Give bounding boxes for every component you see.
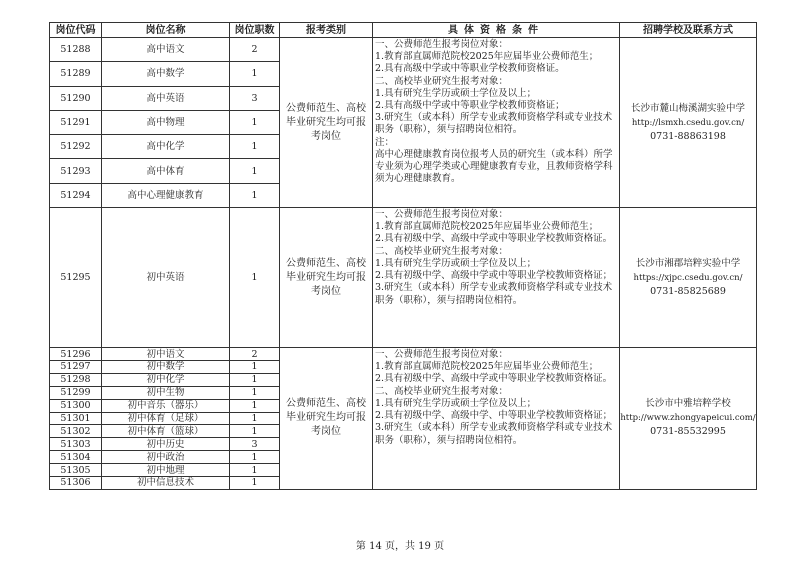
position-name: 高中心理健康教育 bbox=[102, 183, 230, 207]
position-name: 初中地理 bbox=[102, 464, 230, 477]
condition-line: 1.具有研究生学历或硕士学位及以上； bbox=[375, 257, 537, 269]
position-code: 51295 bbox=[50, 208, 102, 348]
condition-line: 3.研究生（或本科）所学专业或教师资格学科或专业技术职务（职称），须与招聘岗位相符。 bbox=[375, 422, 613, 446]
position-code: 51303 bbox=[50, 438, 102, 451]
position-name: 高中体育 bbox=[102, 159, 230, 183]
header-category: 报考类别 bbox=[280, 23, 373, 38]
condition-line: 2.具有初级中学、高级中学或中等职业学校教师资格证。 bbox=[375, 233, 613, 245]
position-name: 高中语文 bbox=[102, 38, 230, 62]
position-count: 1 bbox=[230, 464, 280, 477]
qualification-conditions bbox=[373, 38, 620, 208]
school-name: 长沙市湘郡培粹实验中学 bbox=[635, 257, 741, 269]
condition-line: 1.具有研究生学历或硕士学位及以上； bbox=[375, 397, 537, 409]
position-code: 51288 bbox=[50, 38, 102, 62]
position-code: 51293 bbox=[50, 159, 102, 183]
header-code: 岗位代码 bbox=[50, 23, 102, 38]
table-row bbox=[50, 348, 757, 361]
position-name: 初中生物 bbox=[102, 386, 230, 399]
position-name: 初中英语 bbox=[102, 208, 230, 348]
position-name: 初中政治 bbox=[102, 451, 230, 464]
condition-line: 3.研究生（或本科）所学专业或教师资格学科或专业技术职务（职称），须与招聘岗位相符。 bbox=[375, 112, 613, 136]
position-code: 51297 bbox=[50, 360, 102, 373]
school-phone: 0731-85825689 bbox=[650, 285, 726, 297]
table-body bbox=[50, 38, 757, 490]
position-code: 51304 bbox=[50, 451, 102, 464]
condition-line: 2.具有初级中学、高级中学、中等职业学校教师资格证； bbox=[375, 410, 613, 422]
position-count: 1 bbox=[230, 183, 280, 207]
position-code: 51299 bbox=[50, 386, 102, 399]
position-code: 51296 bbox=[50, 348, 102, 361]
position-count: 3 bbox=[230, 438, 280, 451]
school-phone: 0731-85532995 bbox=[650, 426, 726, 438]
position-code: 51301 bbox=[50, 412, 102, 425]
position-name: 初中音乐（器乐） bbox=[102, 399, 230, 412]
position-name: 高中物理 bbox=[102, 110, 230, 134]
position-count: 1 bbox=[230, 62, 280, 86]
position-code: 51300 bbox=[50, 399, 102, 412]
position-code: 51291 bbox=[50, 110, 102, 134]
school-contact bbox=[620, 348, 757, 490]
position-count: 1 bbox=[230, 135, 280, 159]
header-name: 岗位名称 bbox=[102, 23, 230, 38]
school-contact bbox=[620, 208, 757, 348]
position-count: 1 bbox=[230, 425, 280, 438]
header-conditions: 具体资格条件 bbox=[373, 23, 620, 38]
condition-line: 一、公费师范生报考岗位对象： bbox=[375, 209, 509, 221]
table-row bbox=[50, 208, 757, 348]
condition-line: 一、公费师范生报考岗位对象： bbox=[375, 39, 509, 50]
position-name: 高中数学 bbox=[102, 62, 230, 86]
condition-line: 高中心理健康教育岗位报考人员的研究生（或本科）所学专业须为心理学类或心理健康教育专业，且教师资格学科须为心理健康教育。 bbox=[375, 148, 613, 185]
qualification-conditions bbox=[373, 348, 620, 490]
condition-line: 二、高校毕业研究生报考对象： bbox=[375, 75, 509, 87]
position-name: 初中体育（足球） bbox=[102, 412, 230, 425]
recruitment-table bbox=[49, 22, 757, 490]
position-code: 51292 bbox=[50, 135, 102, 159]
header-count: 岗位职数 bbox=[230, 23, 280, 38]
position-name: 高中化学 bbox=[102, 135, 230, 159]
school-name: 长沙市麓山梅溪湖实验中学 bbox=[630, 102, 745, 114]
position-name: 初中化学 bbox=[102, 373, 230, 386]
condition-line: 1.教育部直属师范院校2025年应届毕业公费师范生； bbox=[375, 361, 599, 373]
position-code: 51290 bbox=[50, 86, 102, 110]
position-count: 1 bbox=[230, 360, 280, 373]
table-row bbox=[50, 38, 757, 62]
table-header-row bbox=[50, 23, 757, 38]
condition-line: 1.具有研究生学历或硕士学位及以上； bbox=[375, 87, 537, 99]
condition-line: 1.教育部直属师范院校2025年应届毕业公费师范生； bbox=[375, 51, 599, 63]
position-name: 初中信息技术 bbox=[102, 476, 230, 489]
page-footer: 第 14 页，共 19 页 bbox=[355, 541, 445, 552]
position-count: 1 bbox=[230, 373, 280, 386]
position-count: 1 bbox=[230, 451, 280, 464]
position-count: 1 bbox=[230, 412, 280, 425]
position-name: 初中语文 bbox=[102, 348, 230, 361]
qualification-conditions bbox=[373, 208, 620, 348]
position-name: 高中英语 bbox=[102, 86, 230, 110]
position-code: 51289 bbox=[50, 62, 102, 86]
condition-line: 二、高校毕业研究生报考对象： bbox=[375, 385, 509, 397]
condition-line: 注： bbox=[375, 136, 395, 148]
position-code: 51294 bbox=[50, 183, 102, 207]
header-school: 招聘学校及联系方式 bbox=[620, 23, 757, 38]
condition-line: 二、高校毕业研究生报考对象： bbox=[375, 245, 509, 257]
condition-line: 2.具有初级中学、高级中学或中等职业学校教师资格证。 bbox=[375, 373, 613, 385]
school-phone: 0731-88863198 bbox=[650, 130, 726, 142]
position-count: 3 bbox=[230, 86, 280, 110]
condition-line: 一、公费师范生报考岗位对象： bbox=[375, 349, 509, 361]
position-count: 1 bbox=[230, 386, 280, 399]
position-count: 1 bbox=[230, 476, 280, 489]
condition-line: 2.具有初级中学、高级中学或中等职业学校教师资格证； bbox=[375, 270, 613, 282]
condition-line: 1.教育部直属师范院校2025年应届毕业公费师范生； bbox=[375, 221, 599, 233]
apply-category: 公费师范生、高校毕业研究生均可报考岗位 bbox=[280, 208, 373, 348]
position-name: 初中数学 bbox=[102, 360, 230, 373]
condition-line: 2.具有高级中学或中等职业学校教师资格证。 bbox=[375, 63, 565, 75]
position-count: 1 bbox=[230, 159, 280, 183]
school-name: 长沙市中雅培粹学校 bbox=[645, 398, 731, 410]
school-website-link[interactable]: https://xjpc.csedu.gov.cn/ bbox=[633, 272, 743, 283]
school-website-link[interactable]: http://lsmxh.csedu.gov.cn/ bbox=[631, 117, 745, 128]
position-count: 1 bbox=[230, 110, 280, 134]
position-code: 51305 bbox=[50, 464, 102, 477]
apply-category: 公费师范生、高校毕业研究生均可报考岗位 bbox=[280, 348, 373, 490]
position-count: 2 bbox=[230, 38, 280, 62]
condition-line: 3.研究生（或本科）所学专业或教师资格学科或专业技术职务（职称），须与招聘岗位相符。 bbox=[375, 282, 613, 306]
document-page bbox=[49, 22, 756, 490]
position-count: 2 bbox=[230, 348, 280, 361]
position-code: 51306 bbox=[50, 476, 102, 489]
position-name: 初中历史 bbox=[102, 438, 230, 451]
position-count: 1 bbox=[230, 399, 280, 412]
school-contact bbox=[620, 38, 757, 208]
position-code: 51298 bbox=[50, 373, 102, 386]
position-count: 1 bbox=[230, 208, 280, 348]
position-code: 51302 bbox=[50, 425, 102, 438]
position-name: 初中体育（篮球） bbox=[102, 425, 230, 438]
condition-line: 2.具有高级中学或中等职业学校教师资格证； bbox=[375, 100, 565, 112]
school-website-link[interactable]: http://www.zhongyapeicui.com/ bbox=[620, 413, 756, 424]
apply-category: 公费师范生、高校毕业研究生均可报考岗位 bbox=[280, 38, 373, 208]
